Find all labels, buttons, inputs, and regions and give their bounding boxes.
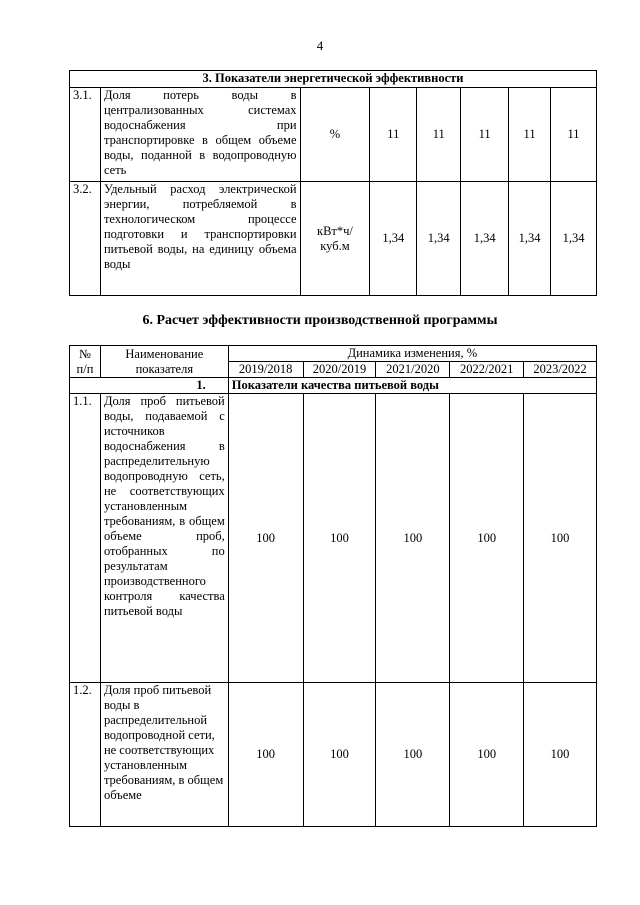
section6-title: 6. Расчет эффективности производственной программы [142, 313, 498, 328]
header-dynamics: Динамика изменения, % [228, 346, 596, 362]
value-cell: 100 [228, 394, 303, 683]
value-cell: 100 [450, 394, 524, 683]
value-cell: 100 [450, 683, 524, 827]
value-cell: 100 [228, 683, 303, 827]
unit-cell: кВт*ч/ куб.м [300, 182, 370, 296]
table-row [70, 88, 597, 182]
year-header: 2023/2022 [524, 362, 597, 378]
value-cell: 11 [461, 88, 509, 182]
indicator-name: Доля проб питьевой воды в распределительной водопроводной сети, не соответствующих установленным требованиям, в общем объеме [100, 683, 228, 827]
row-number: 3.1. [70, 88, 101, 182]
indicator-name: Удельный расход электрической энергии, потребляемой в технологическом процессе подготовки и транспортировки питьевой воды, на единицу объема воды [100, 182, 300, 296]
year-header: 2022/2021 [450, 362, 524, 378]
table-row [70, 394, 597, 683]
group-title: Показатели качества питьевой воды [228, 378, 596, 394]
energy-efficiency-table [69, 70, 597, 296]
value-cell: 1,34 [461, 182, 509, 296]
group-number: 1. [70, 378, 229, 394]
row-number: 1.1. [70, 394, 101, 683]
row-number: 3.2. [70, 182, 101, 296]
header-num: № п/п [70, 346, 101, 378]
row-number: 1.2. [70, 683, 101, 827]
value-cell: 1,34 [551, 182, 597, 296]
value-cell: 11 [509, 88, 551, 182]
year-header: 2019/2018 [228, 362, 303, 378]
value-cell: 100 [303, 683, 376, 827]
year-header: 2021/2020 [376, 362, 450, 378]
value-cell: 1,34 [509, 182, 551, 296]
page-number: 4 [316, 38, 324, 53]
value-cell: 100 [524, 683, 597, 827]
unit-cell: % [300, 88, 370, 182]
section3-title: 3. Показатели энергетической эффективности [70, 71, 597, 88]
table-row [70, 683, 597, 827]
program-efficiency-table [69, 345, 597, 827]
value-cell: 1,34 [370, 182, 417, 296]
value-cell: 100 [303, 394, 376, 683]
value-cell: 11 [370, 88, 417, 182]
header-name: Наименование показателя [100, 346, 228, 378]
indicator-name: Доля проб питьевой воды, подаваемой с источников водоснабжения в распределительную водопроводную сеть, не соответствующих установленным требованиям, в общем объеме проб, отобранных по результатам производственного контроля качества питьевой воды [100, 394, 228, 683]
year-header: 2020/2019 [303, 362, 376, 378]
table-row [70, 182, 597, 296]
value-cell: 100 [376, 683, 450, 827]
value-cell: 100 [524, 394, 597, 683]
value-cell: 11 [551, 88, 597, 182]
value-cell: 100 [376, 394, 450, 683]
value-cell: 11 [417, 88, 461, 182]
value-cell: 1,34 [417, 182, 461, 296]
indicator-name: Доля потерь воды в централизованных системах водоснабжения при транспортировке в общем объеме воды, поданной в водопроводную сеть [100, 88, 300, 182]
